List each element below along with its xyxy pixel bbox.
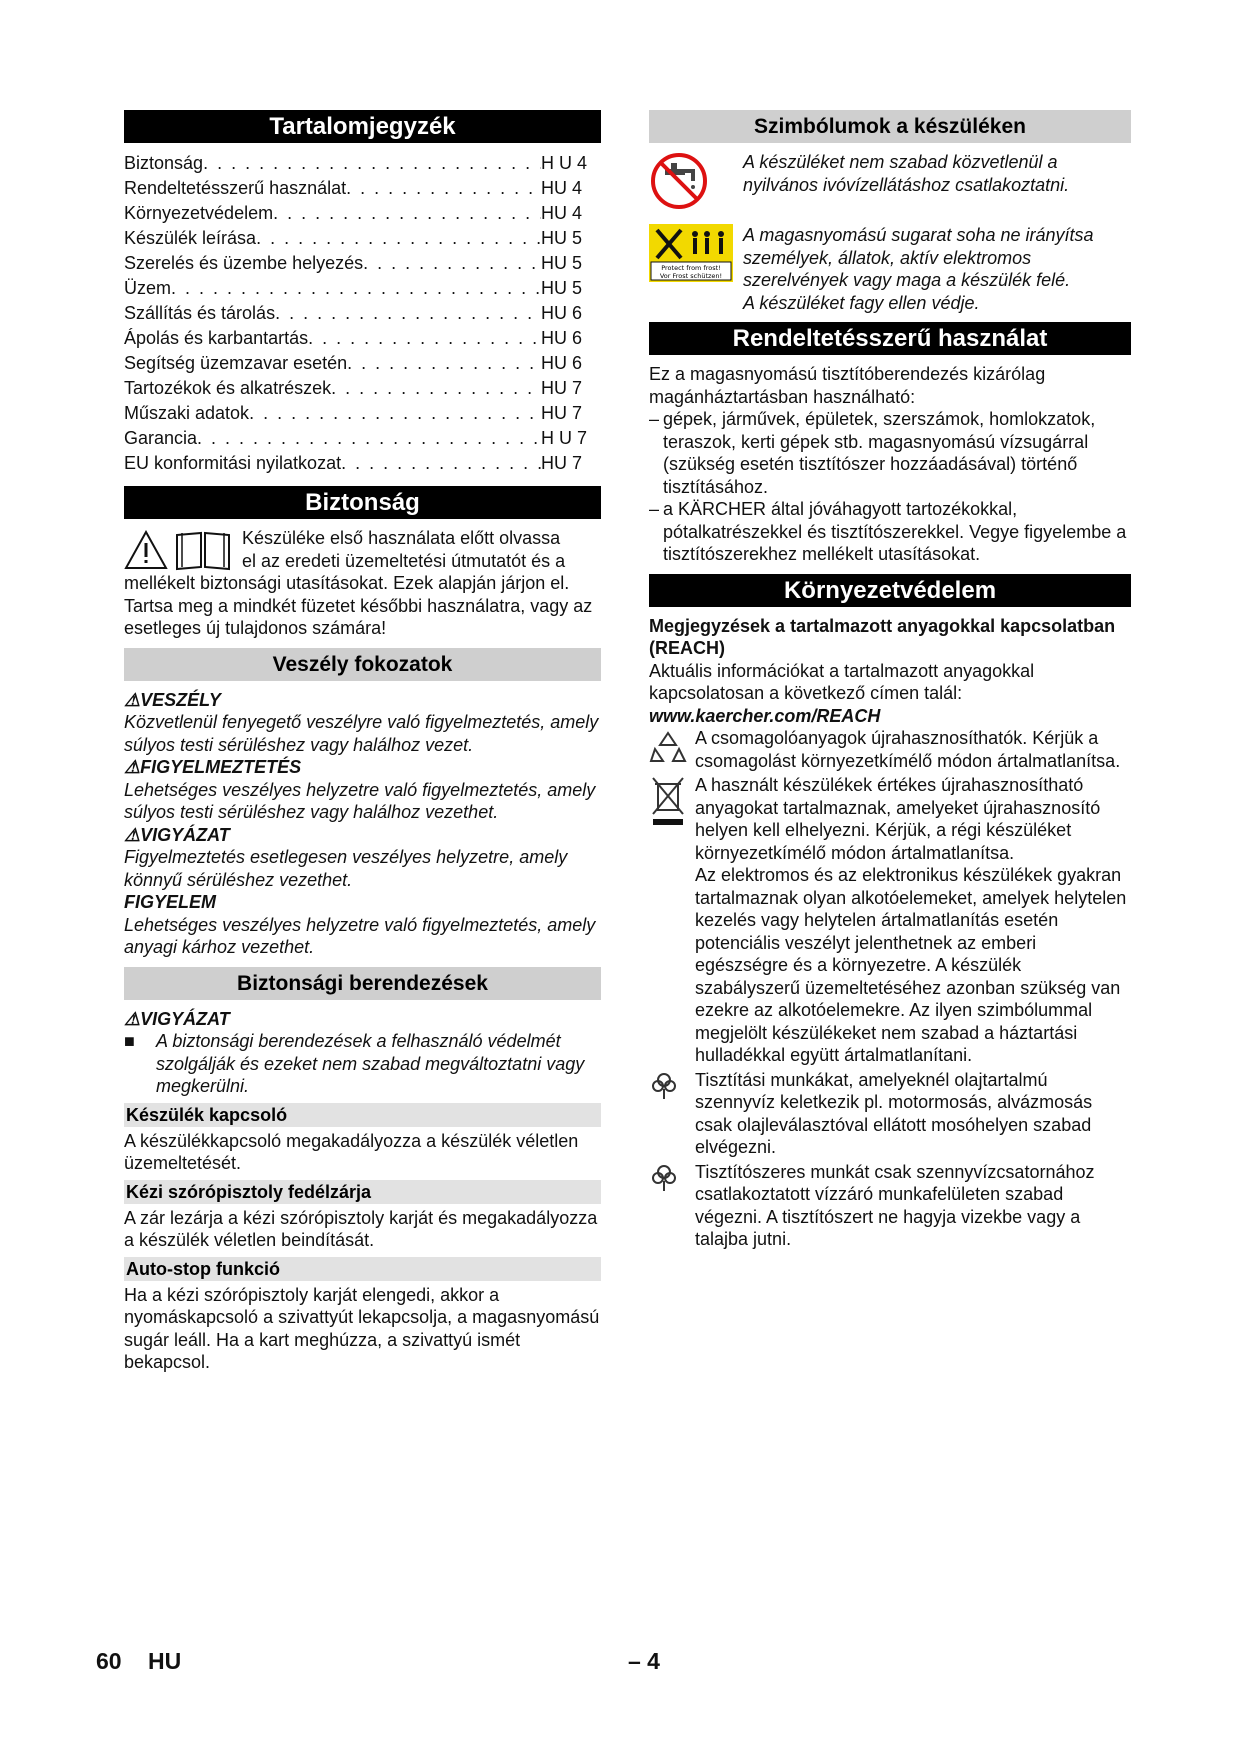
footer-language: HU	[148, 1648, 182, 1674]
intended-use-item: – a KÄRCHER által jóváhagyott tartozékokkal, pótalkatrészekkel és tisztítószerekkel. Vegye figyelembe a tisztítószerekhez mellékelt utasításokat.	[649, 499, 1127, 564]
toc-heading: Tartalomjegyzék	[124, 110, 601, 143]
toc-item[interactable]: Garancia . . . H U 7	[124, 426, 601, 451]
env-item-oil: Tisztítási munkákat, amelyeknél olajtartalmú szennyvíz keletkezik pl. motormosás, alvázmosás csak olajleválasztóval ellátott mosóhelyen szabad elvégezni.	[649, 1069, 1131, 1159]
symbol-no-spray: Protect from frost! Vor Frost schützen! A magasnyomású sugarat soha ne irányítsa személyek, állatok, aktív elektromos szerelvények vagy maga a készülék felé. A készüléket fagy ellen védje.	[649, 224, 1131, 314]
symbols-heading: Szimbólumok a készüléken	[649, 110, 1131, 143]
trigger-lock-heading: Kézi szórópisztoly fedélzárja	[124, 1180, 601, 1204]
toc-item[interactable]: Rendeltetésszerű használat . . . HU 4	[124, 176, 601, 201]
toc-item[interactable]: Szerelés és üzembe helyezés . . . HU 5	[124, 251, 601, 276]
toc-item[interactable]: Üzem . . . HU 5	[124, 276, 601, 301]
toc-item[interactable]: Műszaki adatok . . . HU 7	[124, 401, 601, 426]
env-item-weee: A használt készülékek értékes újrahasznosítható anyagokat tartalmaznak, amelyeket újrahasznosító helyen kell elhelyezni. Kérjük, a régi készüléket környezetkímélő módon ártalmatlanítsa. Az elektromos és az elektronikus készülékek gyakran tartalmaznak olyan alkotóelemeket, amelyek helytelen kezelés vagy helytelen ártalmatlanítás esetén potenciális veszélyt jelenthetnek az emberi egészségre és a környezetre. A készülék szabályszerű üzemeltetéséhez azonban szükség van ezekre az alkotóelemekre. Az ilyen szimbólummal megjelölt készülékeket nem szabad a háztartási hulladékkal együtt ártalmatlanítani.	[649, 774, 1131, 1067]
no-spray-frost-warning-icon	[649, 224, 733, 282]
toc-list	[124, 151, 601, 476]
intended-use-heading: Rendeltetésszerű használat	[649, 322, 1131, 355]
toc-item[interactable]: Környezetvédelem . . . HU 4	[124, 201, 601, 226]
hazard-label-notice: FIGYELEM	[124, 892, 217, 912]
toc-item[interactable]: Ápolás és karbantartás . . . HU 6	[124, 326, 601, 351]
manual-book-icon	[174, 529, 232, 571]
environment-tree-icon	[649, 1163, 679, 1193]
hazard-label-warning: ⚠FIGYELMEZTETÉS	[124, 757, 302, 777]
symbol-no-drinking-water: A készüléket nem szabad közvetlenül a nyilvános ivóvízellátáshoz csatlakoztatni.	[649, 151, 1131, 216]
intended-use-intro: Ez a magasnyomású tisztítóberendezés kizárólag magánháztartásban használható:	[649, 364, 1046, 407]
safety-intro: Készüléke első használata előtt olvassa el az eredeti üzemeltetési útmutatót és a mellékelt biztonsági utasításokat. Ezek alapján járjon el. Tartsa meg a mindkét füzetet későbbi használatra, vagy az esetleges új tulajdonos számára!	[124, 528, 593, 638]
trigger-lock-text: A zár lezárja a kézi szórópisztoly karját és megakadályozza a készülék véletlen beindítását.	[124, 1207, 598, 1250]
reach-url-link[interactable]: www.kaercher.com/REACH	[649, 705, 881, 726]
crossed-bin-icon	[649, 776, 687, 826]
toc-item[interactable]: Készülék leírása . . . HU 5	[124, 226, 601, 251]
no-drinking-water-icon	[649, 151, 709, 211]
switch-heading: Készülék kapcsoló	[124, 1103, 601, 1127]
safety-devices-heading: Biztonsági berendezések	[124, 967, 601, 1000]
switch-text: A készülékkapcsoló megakadályozza a készülék véletlen üzemeltetését.	[124, 1130, 579, 1173]
reach-heading: Megjegyzések a tartalmazott anyagokkal kapcsolatban (REACH)	[649, 615, 1116, 658]
toc-item[interactable]: Tartozékok és alkatrészek . . . HU 7	[124, 376, 601, 401]
hazard-levels: ⚠VESZÉLY Közvetlenül fenyegető veszélyre való figyelmeztetés, amely súlyos testi sérüléshez vagy halálhoz vezet. ⚠FIGYELMEZTETÉS Lehetséges veszélyes helyzetre való figyelmeztetés, amely súlyos testi sérüléshez vagy halálhoz vezethet. ⚠VIGYÁZAT Figyelmeztetés esetlegesen veszélyes helyzetre, amely könnyű sérüléshez vezethet. FIGYELEM Lehetséges veszélyes helyzetre való figyelmeztetés, amely anyagi kárhoz vezethet.	[124, 689, 601, 959]
devices-caution-label: ⚠VIGYÁZAT	[124, 1008, 230, 1029]
hazard-label-danger: ⚠VESZÉLY	[124, 689, 221, 710]
autostop-heading: Auto-stop funkció	[124, 1257, 601, 1281]
env-item-detergent: Tisztítószeres munkát csak szennyvízcsatornához csatlakoztatott vízzáró munkafelületen szabad végezni. A tisztítószert ne hagyja vizekbe vagy a talajba jutni.	[649, 1161, 1131, 1251]
autostop-text: Ha a kézi szórópisztoly karját elengedi, akkor a nyomáskapcsoló a szivattyút lekapcsolja, a magasnyomású sugár leáll. Ha a kart meghúzza, a szivattyú ismét bekapcsol.	[124, 1284, 600, 1372]
right-column	[649, 110, 1131, 1251]
environment-tree-icon	[649, 1071, 679, 1101]
recycling-icon	[649, 729, 687, 767]
toc-item[interactable]: Szállítás és tárolás . . . HU 6	[124, 301, 601, 326]
svg-text:Vor Frost schützen!: Vor Frost schützen!	[659, 272, 723, 280]
intended-use-item: – gépek, járművek, épületek, szerszámok, homlokzatok, teraszok, kerti gépek stb. magasnyomású vízsugárral (szükség esetén tisztítószer hozzáadásával) történő tisztításához.	[649, 409, 1096, 497]
warning-triangle-icon	[124, 530, 168, 570]
toc-item[interactable]: EU konformitási nyilatkozat . . . HU 7	[124, 451, 601, 476]
footer-page-number: 60	[96, 1648, 122, 1674]
hazard-levels-heading: Veszély fokozatok	[124, 648, 601, 681]
footer-center-page: – 4	[628, 1648, 660, 1674]
svg-text:Protect from frost!: Protect from frost!	[661, 264, 721, 272]
toc-item[interactable]: Segítség üzemzavar esetén . . . HU 6	[124, 351, 601, 376]
hazard-label-caution: ⚠VIGYÁZAT	[124, 824, 230, 845]
env-item-recycle: A csomagolóanyagok újrahasznosíthatók. Kérjük a csomagolást környezetkímélő módon ártalmatlanítsa.	[649, 727, 1131, 772]
bullet-square-icon: ■	[124, 1031, 135, 1051]
left-column	[124, 110, 601, 1374]
toc-item[interactable]: Biztonság . . . H U 4	[124, 151, 601, 176]
environment-heading: Környezetvédelem	[649, 574, 1131, 607]
reach-text: Aktuális információkat a tartalmazott anyagokkal kapcsolatosan a következő címen talál:	[649, 660, 1035, 703]
devices-bullet: ■ A biztonsági berendezések a felhasználó védelmét szolgálják és ezeket nem szabad megváltoztatni vagy megkerülni.	[124, 1031, 585, 1096]
safety-heading: Biztonság	[124, 486, 601, 519]
